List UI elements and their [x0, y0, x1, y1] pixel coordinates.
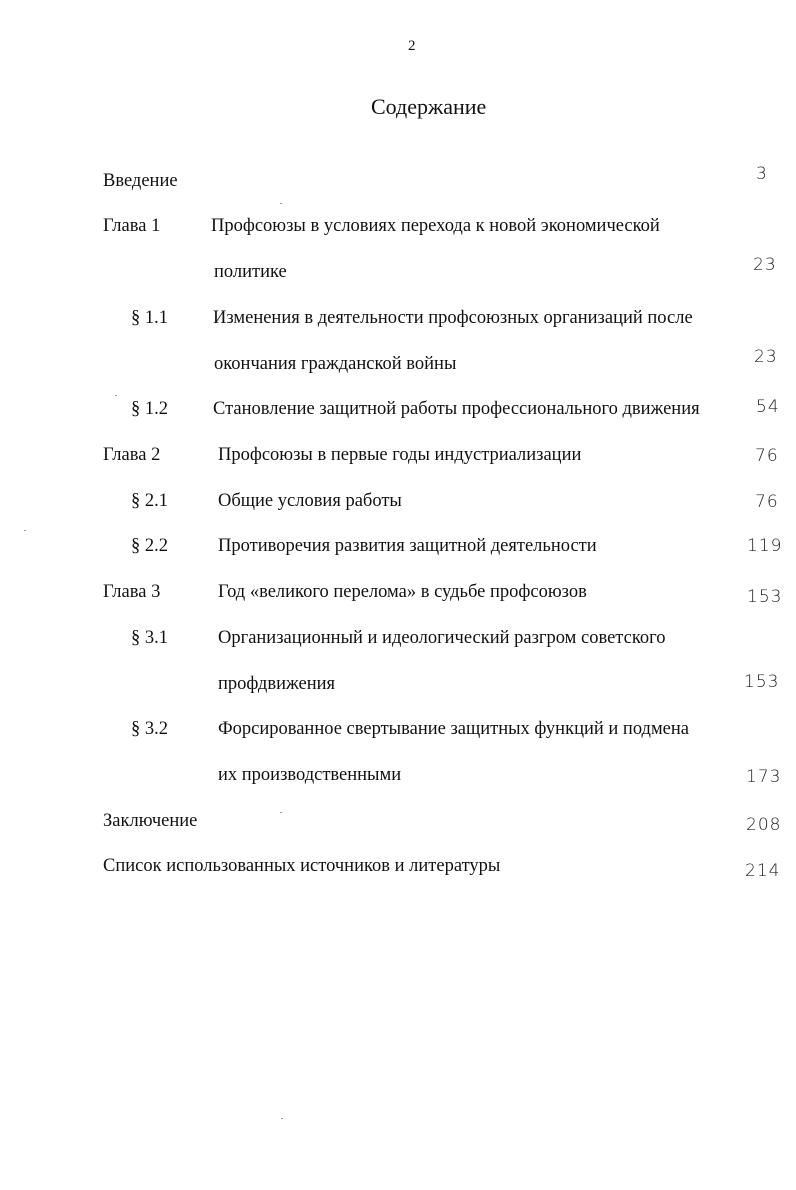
- toc-title-line: Общие условия работы: [218, 491, 402, 511]
- toc-page-number: 153: [744, 672, 780, 692]
- toc-title-line: Противоречия развития защитной деятельности: [218, 536, 597, 556]
- scan-speck: [280, 812, 282, 813]
- toc-title-line: Организационный и идеологический разгром советского: [218, 628, 666, 648]
- toc-label: § 1.1: [131, 308, 168, 328]
- toc-title-line: профдвижения: [218, 674, 336, 694]
- toc-label: Глава 2: [103, 445, 161, 465]
- toc-label: § 3.1: [131, 628, 168, 648]
- toc-title-line: Профсоюзы в первые годы индустриализации: [218, 445, 582, 465]
- scan-speck: [280, 203, 282, 204]
- toc-page-number: 173: [746, 767, 782, 787]
- toc-page-number: 214: [745, 861, 781, 881]
- page-title: Содержание: [371, 94, 487, 119]
- toc-label: § 2.2: [131, 536, 168, 556]
- toc-title-line: политике: [214, 262, 287, 282]
- toc-title-line: Профсоюзы в условиях перехода к новой экономической: [211, 216, 660, 236]
- toc-label: § 2.1: [131, 491, 168, 511]
- scan-speck: [24, 530, 26, 531]
- toc-page-number: 76: [755, 492, 779, 512]
- toc-page-number: 119: [747, 536, 783, 556]
- toc-page-number: 208: [746, 815, 782, 835]
- scan-speck: [281, 1118, 283, 1119]
- toc-label: Введение: [103, 171, 178, 191]
- toc-label: Список использованных источников и литературы: [103, 856, 501, 876]
- toc-page-number: 54: [756, 397, 780, 417]
- toc-title-line: Изменения в деятельности профсоюзных организаций после: [213, 308, 693, 328]
- toc-label: § 1.2: [131, 399, 168, 419]
- scan-speck: [115, 395, 117, 396]
- toc-page-number: 76: [755, 446, 779, 466]
- toc-label: Заключение: [103, 811, 198, 831]
- page-number: 2: [408, 38, 416, 54]
- toc-title-line: Становление защитной работы профессионального движения: [213, 399, 700, 419]
- toc-label: Глава 1: [103, 216, 161, 236]
- toc-page-number: 23: [754, 347, 778, 367]
- toc-page-number: 153: [747, 587, 783, 607]
- toc-title-line: Форсированное свертывание защитных функций и подмена: [218, 719, 689, 739]
- toc-page-number: 3: [756, 164, 768, 184]
- toc-page-number: 23: [753, 255, 777, 275]
- toc-label: § 3.2: [131, 719, 168, 739]
- toc-title-line: окончания гражданской войны: [214, 354, 457, 374]
- toc-title-line: Год «великого перелома» в судьбе профсоюзов: [218, 582, 587, 602]
- toc-title-line: их производственными: [218, 765, 402, 785]
- toc-label: Глава 3: [103, 582, 161, 602]
